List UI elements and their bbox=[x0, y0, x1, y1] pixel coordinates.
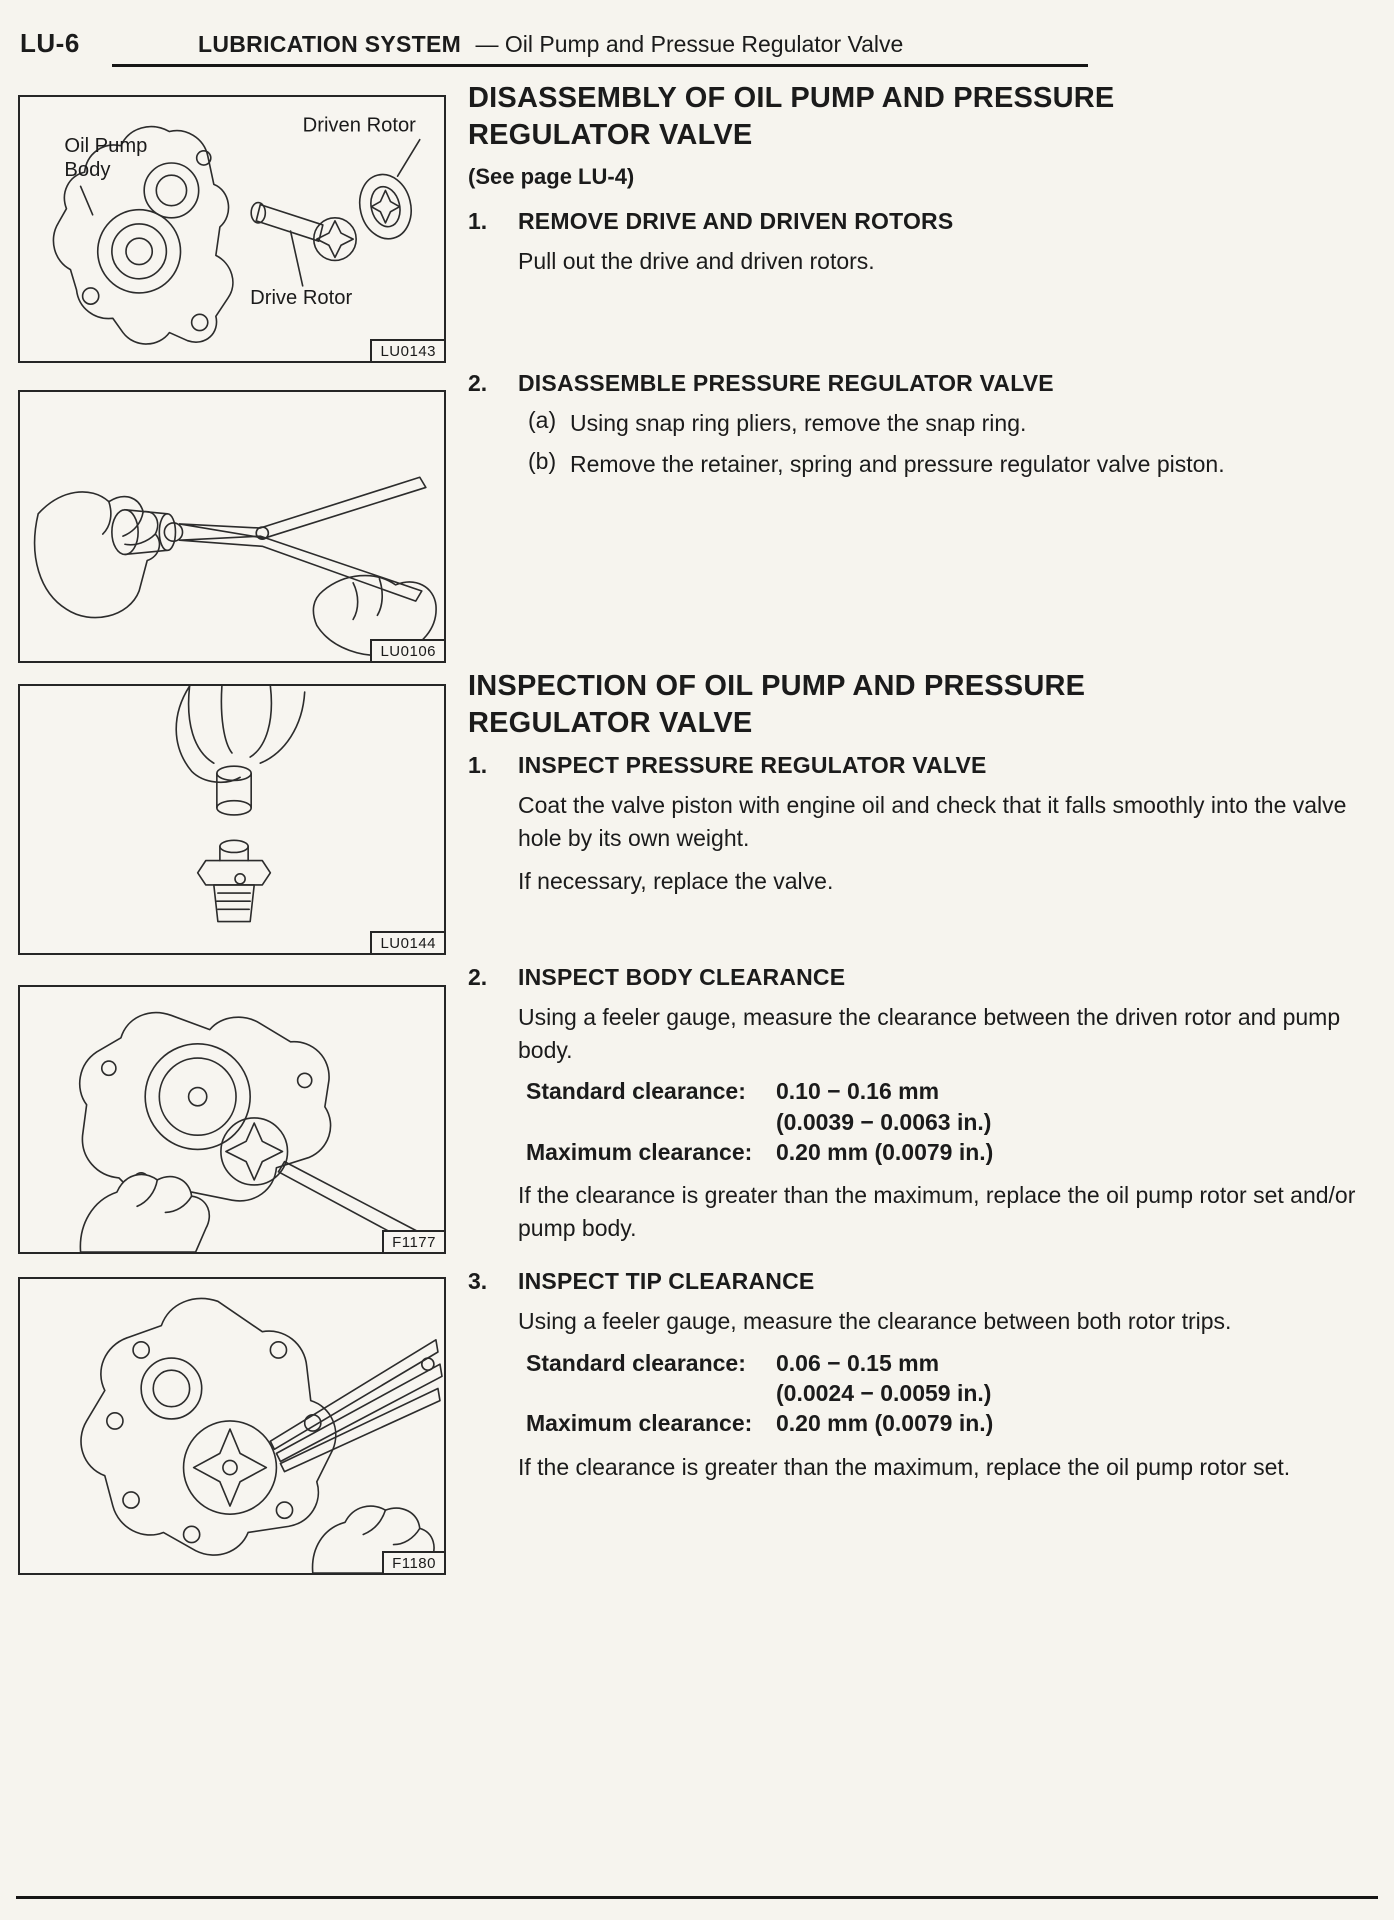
section-title-inspection: INSPECTION OF OIL PUMP AND PRESSURE REGULATOR VALVE bbox=[468, 670, 1086, 740]
spec-spacer bbox=[526, 1107, 776, 1137]
figure-code: F1180 bbox=[382, 1551, 444, 1573]
spec-row-maximum bbox=[526, 1137, 1380, 1167]
section-tip-clearance bbox=[468, 1268, 1380, 1493]
section-inspection bbox=[468, 668, 1380, 907]
figure-code: LU0143 bbox=[370, 339, 444, 361]
step-content bbox=[518, 752, 1380, 907]
section-body-clearance bbox=[468, 964, 1380, 1255]
figure-snap-ring-removal bbox=[18, 390, 446, 663]
hand-drawing bbox=[80, 1174, 209, 1252]
section-title-disassembly: DISASSEMBLY OF OIL PUMP AND PRESSURE REGULATOR VALVE bbox=[468, 82, 1115, 152]
driven-rotor-drawing bbox=[353, 169, 418, 244]
figure-body-clearance bbox=[18, 985, 446, 1254]
step-content bbox=[518, 964, 1380, 1255]
step-inspect-body-clearance bbox=[468, 964, 1380, 1255]
step-inspect-valve bbox=[468, 752, 1380, 907]
spec-row-standard bbox=[526, 1348, 1380, 1378]
spec-row-standard-in bbox=[526, 1107, 1380, 1137]
step-title-remove-rotors: REMOVE DRIVE AND DRIVEN ROTORS bbox=[518, 208, 954, 235]
see-page-reference: (See page LU-4) bbox=[468, 164, 635, 190]
figure-code: LU0106 bbox=[370, 639, 444, 661]
label-drive-rotor: Drive Rotor bbox=[250, 287, 353, 310]
spec-spacer bbox=[526, 1378, 776, 1408]
figure-code: F1177 bbox=[382, 1230, 444, 1252]
spec-row-standard bbox=[526, 1076, 1380, 1106]
step-number: 2. bbox=[468, 370, 488, 396]
step-body-feeler-gauge-tips: Using a feeler gauge, measure the clearance between both rotor trips. bbox=[518, 1308, 1232, 1334]
label-pointer-lines bbox=[81, 140, 420, 286]
snap-ring-pliers-illustration bbox=[20, 392, 444, 661]
label-driven-rotor: Driven Rotor bbox=[302, 114, 416, 137]
spec-row-maximum bbox=[526, 1408, 1380, 1438]
substep-text-snap-ring: Using snap ring pliers, remove the snap ring. bbox=[570, 410, 1027, 436]
spec-row-standard-in bbox=[526, 1378, 1380, 1408]
step-inspect-tip-clearance bbox=[468, 1268, 1380, 1493]
spec-standard-label: Standard clearance: bbox=[526, 1078, 746, 1105]
spec-maximum-value: 0.20 mm (0.0079 in.) bbox=[776, 1139, 994, 1166]
page-number: LU-6 bbox=[20, 28, 80, 58]
label-oil-pump-body-line2: Body bbox=[64, 159, 111, 182]
clearance-spec-tip bbox=[526, 1348, 1380, 1439]
step-content bbox=[518, 208, 1380, 288]
step-title-disassemble-valve: DISASSEMBLE PRESSURE REGULATOR VALVE bbox=[518, 370, 1054, 396]
step-body-coat-valve: Coat the valve piston with engine oil and check that it falls smoothly into the valve hole by its own weight. bbox=[518, 792, 1347, 851]
section-disassembly bbox=[468, 80, 1380, 288]
substep-text-retainer: Remove the retainer, spring and pressure regulator valve piston. bbox=[570, 450, 1225, 477]
page-bottom-rule bbox=[16, 1896, 1378, 1899]
spec-standard-value-mm: 0.06 − 0.15 mm bbox=[776, 1349, 940, 1376]
step-note-replace-rotor-set: If the clearance is greater than the maximum, replace the oil pump rotor set. bbox=[518, 1453, 1291, 1480]
step-body-remove-rotors: Pull out the drive and driven rotors. bbox=[518, 248, 875, 275]
substep-a bbox=[518, 407, 1380, 440]
step-note-replace-rotor-set: If the clearance is greater than the maximum, replace the oil pump rotor set and/or pump body. bbox=[518, 1182, 1356, 1242]
step-body-replace-valve: If necessary, replace the valve. bbox=[518, 867, 834, 894]
substep-label: (a) bbox=[528, 407, 557, 433]
step-number: 1. bbox=[468, 752, 488, 779]
header-topic-title: — Oil Pump and Pressue Regulator Valve bbox=[475, 31, 904, 57]
header-title bbox=[198, 31, 903, 58]
spec-maximum-label: Maximum clearance: bbox=[526, 1139, 753, 1166]
pump-cover-drawing bbox=[80, 1013, 331, 1206]
substep-label: (b) bbox=[528, 447, 557, 474]
body-clearance-illustration bbox=[20, 987, 444, 1252]
drive-rotor-drawing bbox=[251, 203, 356, 261]
tip-clearance-illustration bbox=[20, 1279, 444, 1573]
clearance-spec-body bbox=[526, 1076, 1380, 1167]
step-number: 3. bbox=[468, 1268, 488, 1294]
rotor-set-drawing bbox=[184, 1421, 277, 1514]
valve-plug-drawing bbox=[198, 840, 271, 921]
rotor-in-body-drawing bbox=[221, 1118, 288, 1185]
oil-pump-exploded-illustration bbox=[20, 97, 444, 361]
hand-fingers-drawing bbox=[176, 686, 304, 782]
substep-b bbox=[518, 448, 1380, 481]
section-disassemble-regulator bbox=[468, 370, 1380, 488]
valve-piston-illustration bbox=[20, 686, 444, 953]
step-title-inspect-valve: INSPECT PRESSURE REGULATOR VALVE bbox=[518, 752, 987, 779]
step-number: 1. bbox=[468, 208, 488, 235]
label-oil-pump-body-line1: Oil Pump bbox=[64, 134, 148, 157]
figure-code: LU0144 bbox=[370, 931, 444, 953]
step-disassemble-valve bbox=[468, 370, 1380, 488]
valve-piston-drawing bbox=[217, 766, 251, 815]
step-body-feeler-gauge: Using a feeler gauge, measure the clearance between the driven rotor and pump body. bbox=[518, 1004, 1341, 1063]
figure-tip-clearance bbox=[18, 1277, 446, 1575]
header-rule bbox=[112, 64, 1088, 67]
step-remove-rotors bbox=[468, 208, 1380, 288]
spec-maximum-value: 0.20 mm (0.0079 in.) bbox=[776, 1410, 994, 1437]
spec-maximum-label: Maximum clearance: bbox=[526, 1410, 753, 1437]
spec-standard-value-mm: 0.10 − 0.16 mm bbox=[776, 1078, 940, 1105]
figure-oil-pump-exploded bbox=[18, 95, 446, 363]
feeler-gauge-blades-drawing bbox=[270, 1340, 442, 1472]
spec-standard-value-in: (0.0024 − 0.0059 in.) bbox=[776, 1380, 992, 1407]
step-title-tip-clearance: INSPECT TIP CLEARANCE bbox=[518, 1268, 815, 1294]
spec-standard-label: Standard clearance: bbox=[526, 1349, 746, 1376]
figure-valve-piston-check bbox=[18, 684, 446, 955]
step-content bbox=[518, 370, 1380, 488]
step-title-body-clearance: INSPECT BODY CLEARANCE bbox=[518, 964, 846, 990]
step-number: 2. bbox=[468, 964, 488, 990]
header-system-title: LUBRICATION SYSTEM bbox=[198, 31, 462, 57]
step-content bbox=[518, 1268, 1380, 1493]
spec-standard-value-in: (0.0039 − 0.0063 in.) bbox=[776, 1108, 992, 1135]
